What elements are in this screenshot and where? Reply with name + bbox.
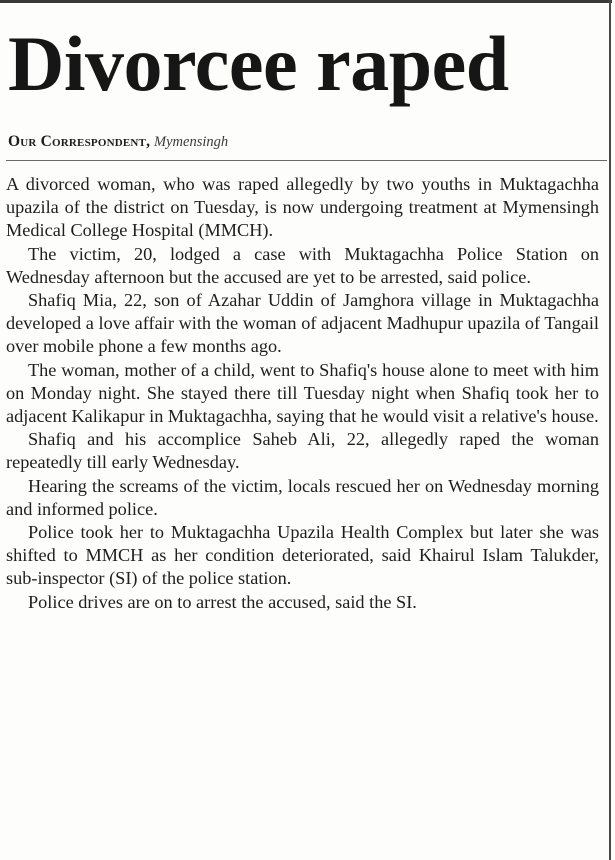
byline-divider <box>6 160 607 161</box>
byline-author: Our Correspondent, <box>8 133 151 150</box>
article-paragraph: Shafiq Mia, 22, son of Azahar Uddin of Jamghora village in Muktagachha developed a love affair with the woman of adjacent Madhupur upazila of Tangail over mobile phone a few months ago. <box>6 290 599 357</box>
top-border-rule <box>0 0 612 3</box>
article-paragraph: Shafiq and his accomplice Saheb Ali, 22, allegedly raped the woman repeatedly till early Wednesday. <box>6 429 599 473</box>
article-paragraph: A divorced woman, who was raped allegedly by two youths in Muktagachha upazila of the district on Tuesday, is now undergoing treatment at Mymensingh Medical College Hospital (MMCH). <box>6 174 599 241</box>
article-paragraph: Hearing the screams of the victim, locals rescued her on Wednesday morning and informed police. <box>6 475 599 519</box>
byline-location: Mymensingh <box>154 134 229 150</box>
article-paragraph: The victim, 20, lodged a case with Muktagachha Police Station on Wednesday afternoon but the accused are yet to be arrested, said police. <box>6 243 599 287</box>
article-paragraph: The woman, mother of a child, went to Shafiq's house alone to meet with him on Monday night. She stayed there till Tuesday night when Shafiq took her to adjacent Kalikapur in Muktagachha, saying that he would visit a relative's house. <box>6 359 599 427</box>
column-border-rule <box>609 0 611 860</box>
article-paragraph: Police drives are on to arrest the accused, said the SI. <box>28 591 417 612</box>
article-paragraph: Police took her to Muktagachha Upazila Health Complex but later she was shifted to MMCH as her condition deteriorated, said Khairul Islam Talukder, sub-inspector (SI) of the police station. <box>6 522 599 589</box>
article-body <box>6 173 599 614</box>
headline: Divorcee raped <box>8 20 509 107</box>
byline <box>8 130 606 154</box>
